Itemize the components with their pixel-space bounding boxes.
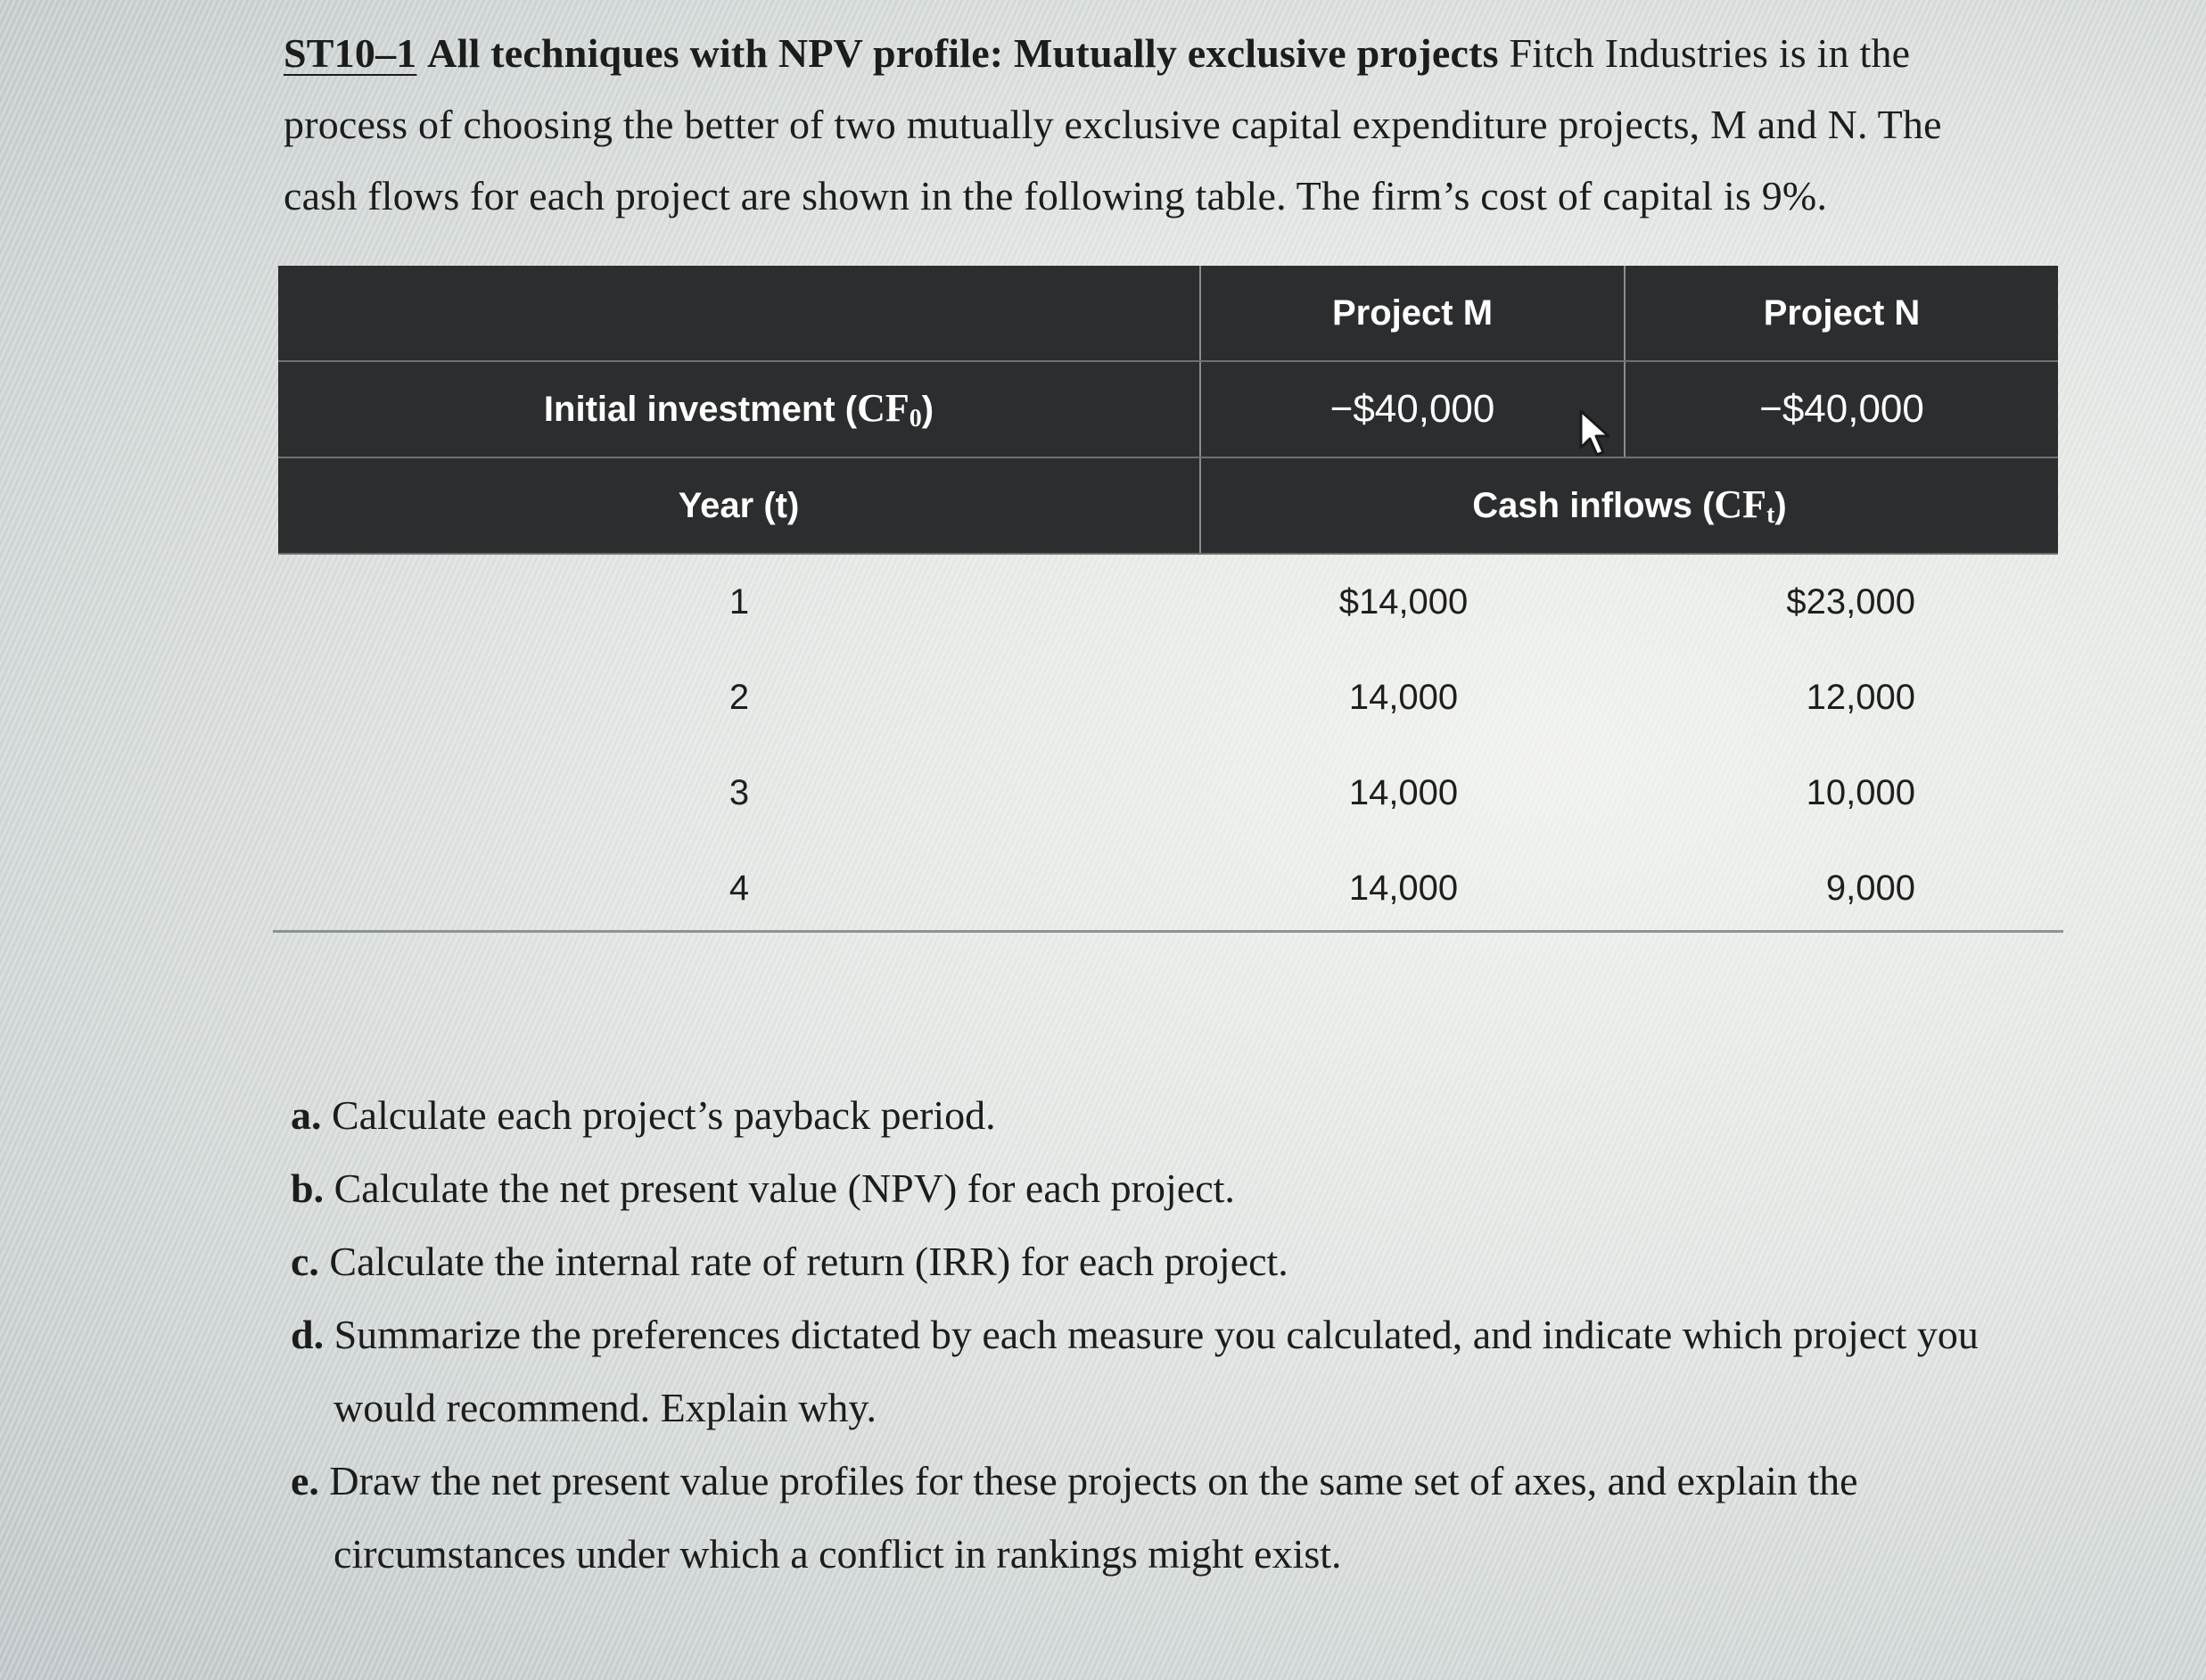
question-text: Calculate each project’s payback period.	[332, 1092, 996, 1138]
question-text: Calculate the net present value (NPV) for each project.	[333, 1165, 1235, 1211]
list-item	[291, 1079, 2056, 1152]
question-letter: d.	[291, 1312, 325, 1357]
list-item	[291, 1445, 2056, 1591]
problem-text: Fitch Industries is in the process of choosing the better of two mutually exclusive capital expenditure projects, M and N. The cash flows for each project are shown in the following table. The firm’s cost of capital is 9%.	[284, 30, 1942, 218]
question-text: Summarize the preferences dictated by each measure you calculated, and indicate which project you would recommend. Explain why.	[333, 1312, 1979, 1430]
question-letter: c.	[291, 1239, 319, 1284]
list-item	[291, 1225, 2056, 1298]
question-text: Draw the net present value profiles for these projects on the same set of axes, and explain the circumstances under which a conflict in rankings might exist.	[329, 1458, 1858, 1577]
table-header-row	[278, 266, 2058, 361]
list-item	[291, 1298, 2056, 1445]
year-label: Year (t)	[278, 457, 1200, 554]
table-bottom-rule	[273, 930, 2063, 933]
question-letter: a.	[291, 1092, 322, 1138]
year-cell: 1	[728, 582, 750, 622]
project-n-cell: 10,000	[1806, 773, 1915, 812]
header-project-n: Project N	[1625, 266, 2058, 361]
project-m-cell: 14,000	[1348, 678, 1459, 717]
cash-inflows-label: Cash inflows $(CF_t)$	[1200, 457, 2058, 554]
project-m-cell: $14,000	[1338, 582, 1469, 622]
table-row	[278, 554, 2058, 650]
year-cell: 4	[728, 869, 750, 908]
initial-investment-n: −$40,000	[1625, 361, 2058, 457]
project-n-cell: 9,000	[1825, 869, 1915, 908]
problem-heading: All techniques with NPV profile: Mutually exclusive projects	[427, 30, 1499, 76]
problem-code: ST10–1	[284, 30, 417, 76]
mouse-pointer-icon	[1578, 408, 1614, 460]
list-item	[291, 1152, 2056, 1225]
header-blank-cell	[278, 266, 1200, 361]
project-m-cell: 14,000	[1348, 869, 1459, 908]
table-row	[278, 745, 2058, 841]
question-list	[291, 1079, 2056, 1591]
initial-investment-m: −$40,000	[1200, 361, 1625, 457]
year-cell: 2	[728, 678, 750, 717]
subheader-row	[278, 457, 2058, 554]
year-cell: 3	[728, 773, 750, 812]
question-text: Calculate the internal rate of return (IRR) for each project.	[329, 1239, 1288, 1284]
problem-statement	[284, 18, 2004, 232]
table-row	[278, 650, 2058, 745]
question-letter: b.	[291, 1165, 325, 1211]
project-m-cell: 14,000	[1348, 773, 1459, 812]
table-row	[278, 841, 2058, 936]
header-project-m: Project M	[1200, 266, 1625, 361]
initial-investment-label: Initial investment $(CF_0)$	[278, 361, 1200, 457]
cash-flow-table	[278, 266, 2058, 936]
project-n-cell: 12,000	[1806, 678, 1915, 717]
initial-investment-row	[278, 361, 2058, 457]
project-n-cell: $23,000	[1786, 582, 1915, 622]
question-letter: e.	[291, 1458, 319, 1503]
